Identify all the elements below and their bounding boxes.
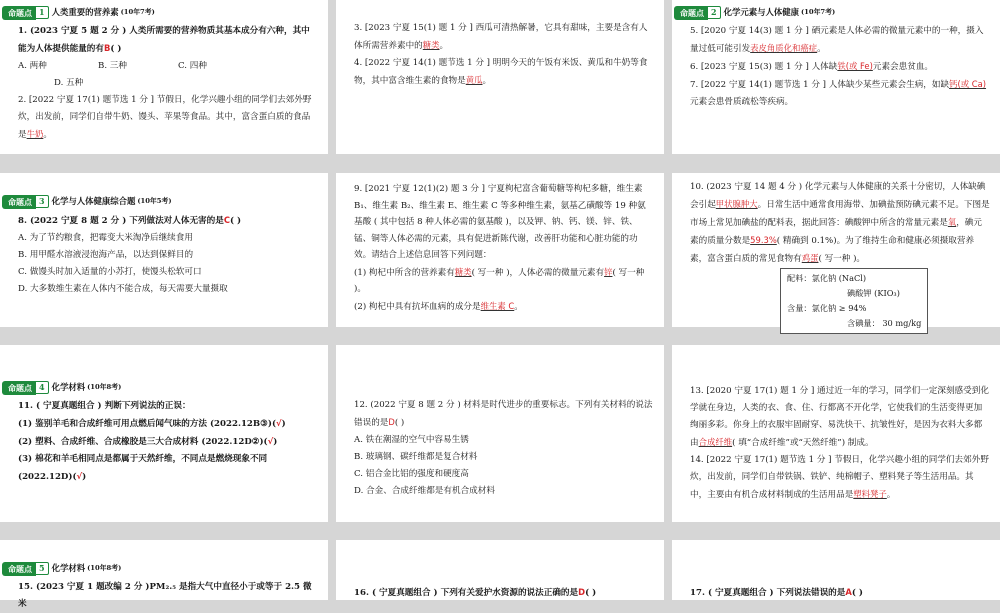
question-11-1: (1) 鉴别羊毛和合成纤维可用点燃后闻气味的方法 (2022.12B③)(√) — [18, 418, 286, 429]
answer-5: 表皮角质化和癌症 — [750, 43, 818, 53]
topic-tag-title: 化学材料 — [51, 563, 86, 573]
question-8-option-b: B. 用甲醛水溶液浸泡海产品，以达到保鲜目的 — [18, 250, 194, 260]
answer-10-1: 甲状腺肿大 — [715, 199, 758, 209]
answer-10-4: 鸡蛋 — [801, 253, 819, 263]
answer-8: C — [223, 215, 230, 225]
card-topic-4 — [0, 345, 328, 522]
label-line: 碘酸钾 (KIO₃) — [847, 288, 900, 298]
card-topic-2 — [672, 0, 1000, 154]
answer-10-2: 氧 — [947, 217, 957, 227]
topic-tag-title: 人类重要的营养素 — [51, 7, 119, 17]
card-question-10 — [672, 173, 1000, 327]
question-3: 3. [2023 宁夏 15(1) 题 1 分 ] 西瓜可清热解暑，它具有甜味，主要是含有人体所需营养素中的糖类。 — [354, 23, 648, 51]
question-9-part-2: (2) 枸杞中具有抗坏血病的成分是维生素 C。 — [354, 300, 523, 312]
topic-tag-number: 4 — [35, 381, 49, 394]
card-question-16 — [336, 540, 664, 600]
card-topic-1 — [0, 0, 328, 154]
question-12: 12. (2022 宁夏 8 题 2 分 ) 材料是时代进步的重要标志。下列有关材料的说法错误的是D( ) — [354, 400, 653, 428]
label-line: 含碘量： 30 mg/kg — [847, 318, 922, 328]
question-11-2: (2) 塑料、合成纤维、合成橡胶是三大合成材料 (2022.12D②)(√) — [18, 436, 278, 447]
question-9: 9. [2021 宁夏 12(1)(2) 题 3 分 ] 宁夏枸杞富含葡萄糖等枸杞多糖，维生素 B₁、维生素 B₂、维生素 E、维生素 C 等多种维生素，氨基乙磺酸等 19 种氨基酸 ( 其中包括 8 种人体必需的氨基酸 )，以及钾、钠、钙、镁、锌、铁、锰、铜等人体必需的元素，具有促进新陈代谢，改善肝功能和心脏功能的功效。请结合上述信息回答下列问题： — [354, 184, 646, 260]
question-8-option-d: D. 大多数维生素在人体内不能合成，每天需要大量摄取 — [18, 284, 228, 294]
topic-tag — [2, 193, 172, 210]
topic-tag-title: 化学元素与人体健康 — [723, 7, 799, 17]
card-topic-3 — [0, 173, 328, 327]
topic-tag-title: 化学材料 — [51, 382, 86, 392]
topic-tag-count: (10年5考) — [137, 197, 172, 205]
topic-tag-count: (10年7考) — [800, 8, 836, 16]
question-1-options: A. 两种 B. 三种 C. 四种 D. 五种 — [18, 61, 207, 88]
card-question-17 — [672, 540, 1000, 600]
topic-tag-number: 5 — [35, 562, 49, 575]
answer-11-3: √ — [76, 471, 83, 481]
topic-tag-count: (10年7考) — [120, 8, 155, 16]
question-10: 10. (2023 宁夏 14 题 4 分 ) 化学元素与人体健康的关系十分密切，人体缺碘会引起甲状腺肿大。日常生活中通常食用海带、加碘盐预防碘元素不足。下图是市场上常见加碘盐的配料表，据此回答：碘酸钾中所含的常量元素是氧，碘元素的质量分数是59.3%( 精确到 0.1%)。为了维持生命和健康必须摄取营养素，富含蛋白质的常见食物有鸡蛋( 写一种 )。 — [690, 182, 990, 264]
card-questions-3-4 — [336, 0, 664, 154]
topic-tag-title: 化学与人体健康综合题 — [51, 196, 136, 206]
question-4: 4. [2022 宁夏 14(1) 题节选 1 分 ] 明明今天的午饭有米饭、黄瓜和牛奶等食物，其中富含维生素的食物是黄瓜。 — [354, 58, 648, 86]
topic-tag-label: 命题点 — [674, 6, 708, 20]
answer-7: 钙(或 Ca) — [949, 79, 987, 89]
card-question-9 — [336, 173, 664, 327]
topic-tag-count: (10年8考) — [87, 383, 122, 391]
question-12-option-d: D. 合金、合成纤维都是有机合成材料 — [354, 486, 495, 496]
answer-3: 糖类 — [422, 40, 440, 50]
salt-ingredient-label — [780, 268, 928, 334]
answer-16: D — [578, 587, 586, 597]
answer-12: D — [388, 417, 395, 427]
answer-9-1b: 锌 — [604, 266, 613, 277]
topic-tag-label: 命题点 — [2, 381, 36, 395]
topic-tag-label: 命题点 — [2, 6, 36, 20]
answer-11-1: √ — [276, 418, 282, 428]
answer-1: B — [103, 43, 111, 53]
topic-tag — [2, 560, 121, 577]
question-14: 14. [2022 宁夏 17(1) 题节选 1 分 ] 节假日，化学兴趣小组的同学们去郊外野炊，出发前，同学们自带铁锅、铁铲、纯棉帽子、塑料凳子等生活用品。其中，主要由有机合成材料制成的生活用品是塑料凳子。 — [690, 455, 989, 500]
answer-4: 黄瓜 — [465, 75, 483, 85]
answer-10-3: 59.3% — [750, 235, 777, 245]
question-12-option-b: B. 玻璃钢、碳纤维都是复合材料 — [354, 452, 478, 462]
answer-9-1: 糖类 — [454, 266, 472, 277]
topic-tag-label: 命题点 — [2, 562, 36, 576]
card-questions-13-14 — [672, 345, 1000, 522]
question-9-part-1: (1) 枸杞中所含的营养素有糖类( 写一种 )，人体必需的微量元素有锌( 写一种 )。 — [354, 266, 645, 294]
question-12-option-a: A. 铁在潮湿的空气中容易生锈 — [354, 435, 469, 445]
card-topic-5 — [0, 540, 328, 609]
question-5: 5. [2020 宁夏 14(3) 题 1 分 ] 硒元素是人体必需的微量元素中的一种，摄入量过低可能引发表皮角质化和癌症。 — [690, 26, 984, 54]
question-2: 2. [2022 宁夏 17(1) 题节选 1 分 ] 节假日，化学兴趣小组的同学们去郊外野炊，出发前，同学们自带牛奶、馒头、苹果等食品。其中，富含蛋白质的食品是牛奶。 — [18, 95, 312, 140]
card-question-12 — [336, 345, 664, 522]
topic-tag-number: 3 — [35, 195, 49, 208]
question-15: 15. (2023 宁夏 1 题改编 2 分 )PM₂.₅ 是指大气中直径小于或等于 2.5 微米 — [18, 582, 312, 609]
question-7: 7. [2022 宁夏 14(1) 题节选 1 分 ] 人体缺少某些元素会生病，如缺钙(或 Ca)元素会患骨质疏松等疾病。 — [690, 79, 987, 107]
question-1: 1. (2023 宁夏 5 题 2 分 ) 人类所需要的营养物质其基本成分有六种，其中能为人体提供能量的有B( ) — [18, 26, 310, 54]
answer-6: 铁(或 Fe) — [837, 61, 873, 71]
question-8: 8. (2022 宁夏 8 题 2 分 ) 下列做法对人体无害的是C( ) — [18, 215, 242, 226]
answer-17: A — [845, 587, 852, 597]
question-12-option-c: C. 铝合金比铝的强度和硬度高 — [354, 469, 469, 479]
answer-13: 合成纤维 — [698, 437, 733, 447]
answer-14: 塑料凳子 — [853, 489, 887, 499]
question-11: 11. ( 宁夏真题组合 ) 判断下列说法的正误： — [18, 401, 191, 411]
question-16: 16. ( 宁夏真题组合 ) 下列有关爱护水资源的说法正确的是D( ) — [354, 587, 597, 598]
topic-tag-label: 命题点 — [2, 195, 36, 209]
topic-tag — [2, 4, 155, 21]
topic-tag-number: 1 — [35, 6, 49, 19]
question-6: 6. [2023 宁夏 15(3) 题 1 分 ] 人体缺铁(或 Fe)元素会患贫血。 — [690, 61, 934, 72]
label-line: 含量：氯化钠 ≥ 94% — [787, 303, 867, 313]
label-line: 配料：氯化钠 (NaCl) — [787, 273, 867, 283]
topic-tag — [2, 379, 121, 396]
question-8-option-a: A. 为了节约粮食，把霉变大米淘净后继续食用 — [18, 233, 193, 243]
answer-2: 牛奶 — [26, 129, 44, 139]
topic-tag-number: 2 — [707, 6, 721, 19]
question-8-option-c: C. 做馒头时加入适量的小苏打，使馒头松软可口 — [18, 267, 202, 277]
topic-tag — [674, 4, 835, 21]
topic-tag-count: (10年8考) — [87, 564, 122, 572]
question-17: 17. ( 宁夏真题组合 ) 下列说法错误的是A( ) — [690, 587, 863, 598]
question-13: 13. [2020 宁夏 17(1) 题 1 分 ] 通过近一年的学习，同学们一定深刻感受到化学就在身边，人类的衣、食、住、行都离不开化学，它使我们的生活变得更加绚丽多彩。你身上的衣服牢固耐穿、易洗快干、抗皱性好，是因为衣料大多都由合成纤维( 填“合成纤维”或“天然纤维”) 制成。 — [690, 386, 989, 448]
answer-9-2: 维生素 C — [480, 300, 515, 311]
question-11-3: (3) 棉花和羊毛相同点是都属于天然纤维，不同点是燃烧现象不同 (2022.12D)(√) — [18, 454, 268, 482]
answer-11-2: √ — [267, 436, 274, 446]
